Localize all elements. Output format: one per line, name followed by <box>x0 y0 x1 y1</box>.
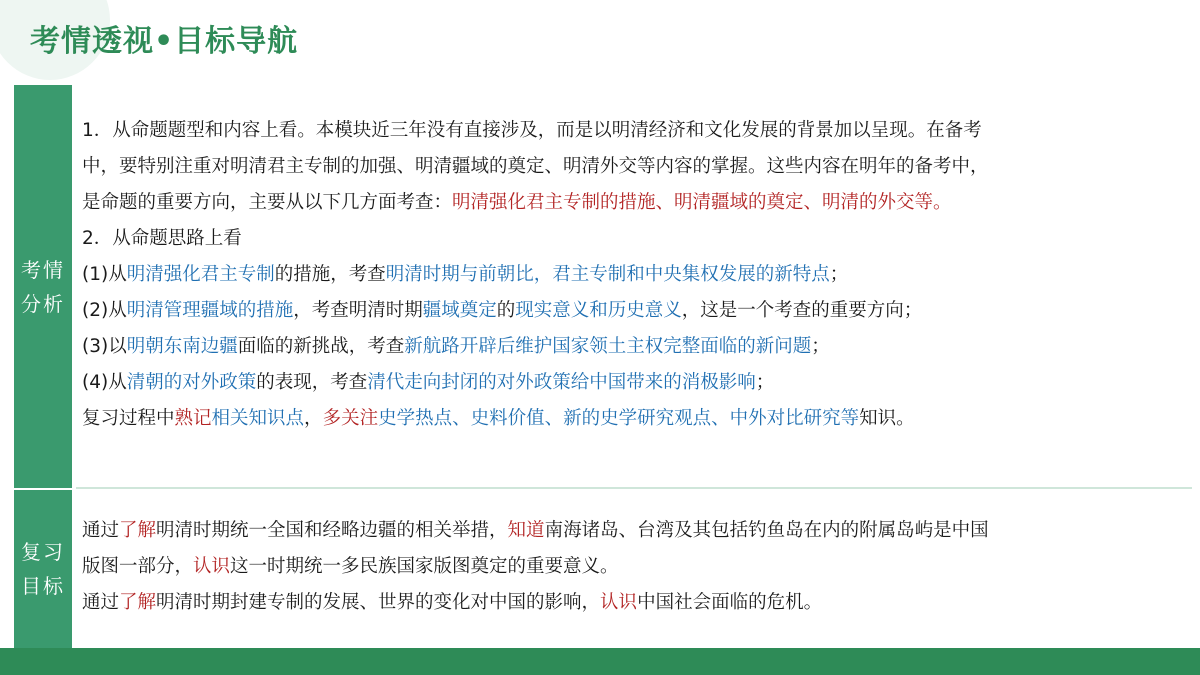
highlight-blue: 清代走向封闭的对外政策给中国带来的消极影响 <box>367 372 756 393</box>
text-segment: 版图一部分， <box>82 556 194 577</box>
text-segment: ； <box>755 372 775 393</box>
left-margin <box>0 85 14 648</box>
text-line <box>82 257 1192 293</box>
highlight-red: 熟记 <box>174 408 212 429</box>
text-line <box>82 549 1192 585</box>
text-segment: 通过 <box>82 520 120 541</box>
text-line <box>82 365 1192 401</box>
text-segment: 面临的新挑战，考查 <box>237 336 405 357</box>
bottom-bar <box>0 648 1200 675</box>
content-table <box>14 85 1200 648</box>
goal-label: 复习目标 <box>21 540 65 598</box>
text-line <box>82 401 1192 437</box>
text-line <box>82 221 1192 257</box>
highlight-blue: 明清管理疆域的措施 <box>126 300 294 321</box>
text-segment: (3)以 <box>82 336 127 357</box>
text-segment: 的 <box>496 300 516 321</box>
text-segment: ，考查明清时期 <box>293 300 423 321</box>
highlight-red: 多关注 <box>322 408 379 429</box>
text-segment: 复习过程中 <box>82 408 175 429</box>
text-segment: 中国社会面临的危机。 <box>637 592 823 613</box>
text-segment: 明清时期统一全国和经略边疆的相关举措， <box>156 520 508 541</box>
text-segment: 这一时期统一多民族国家版图奠定的重要意义。 <box>230 556 619 577</box>
text-line <box>82 185 1192 221</box>
analysis-text <box>76 85 1192 488</box>
text-segment: 的表现，考查 <box>256 372 368 393</box>
highlight-red: 了解 <box>119 592 157 613</box>
goal-label-cell <box>14 488 74 648</box>
page-title: 考情透视•目标导航 <box>30 24 299 59</box>
highlight-blue: 新航路开辟后维护国家领土主权完整面临的新问题 <box>404 336 812 357</box>
text-segment: 中，要特别注重对明清君主专制的加强、明清疆域的奠定、明清外交等内容的掌握。这些内容在明年的备考中， <box>82 156 989 177</box>
analysis-label-cell <box>14 85 74 488</box>
text-segment: 知识。 <box>859 408 915 429</box>
text-line <box>82 513 1192 549</box>
text-segment: ； <box>829 264 849 285</box>
highlight-blue: 疆域奠定 <box>422 300 497 321</box>
text-line <box>82 293 1192 329</box>
highlight-blue: 明清强化君主专制 <box>126 264 275 285</box>
text-segment: 2．从命题思路上看 <box>82 228 242 249</box>
text-segment: 1．从命题题型和内容上看。本模块近三年没有直接涉及，而是以明清经济和文化发展的背景加以呈现。在备考 <box>82 120 982 141</box>
text-segment: 的措施，考查 <box>274 264 386 285</box>
highlight-red: 明清强化君主专制的措施、明清疆域的奠定、明清的外交等。 <box>452 192 952 213</box>
highlight-blue: 相关知识点 <box>211 408 305 429</box>
text-segment: (1)从 <box>82 264 127 285</box>
text-line <box>82 149 1192 185</box>
text-segment: 通过 <box>82 592 120 613</box>
text-segment: 是命题的重要方向，主要从以下几方面考查： <box>82 192 453 213</box>
text-line <box>82 585 1192 621</box>
goal-text <box>76 488 1192 648</box>
analysis-row <box>14 85 1200 488</box>
highlight-blue: 明清时期与前朝比，君主专制和中央集权发展的新特点 <box>385 264 830 285</box>
goal-row <box>14 488 1200 648</box>
highlight-blue: 明朝东南边疆 <box>126 336 238 357</box>
text-segment: ； <box>811 336 830 357</box>
text-segment: 明清时期封建专制的发展、世界的变化对中国的影响， <box>156 592 601 613</box>
highlight-blue: 现实意义和历史意义 <box>515 300 682 321</box>
highlight-red: 认识 <box>193 556 231 577</box>
text-line <box>82 113 1192 149</box>
highlight-blue: 清朝的对外政策 <box>126 372 257 393</box>
highlight-red: 知道 <box>507 520 545 541</box>
analysis-label: 考情分析 <box>21 257 65 316</box>
text-segment: (4)从 <box>82 372 127 393</box>
highlight-red: 了解 <box>119 520 157 541</box>
text-segment: ，这是一个考查的重要方向； <box>681 300 923 321</box>
text-segment: ， <box>304 408 323 429</box>
highlight-red: 认识 <box>600 592 638 613</box>
text-segment: 南海诸岛、台湾及其包括钓鱼岛在内的附属岛屿是中国 <box>544 520 989 541</box>
text-segment: (2)从 <box>82 300 127 321</box>
highlight-blue: 史学热点、史料价值、新的史学研究观点、中外对比研究等 <box>378 408 860 429</box>
text-line <box>82 329 1192 365</box>
